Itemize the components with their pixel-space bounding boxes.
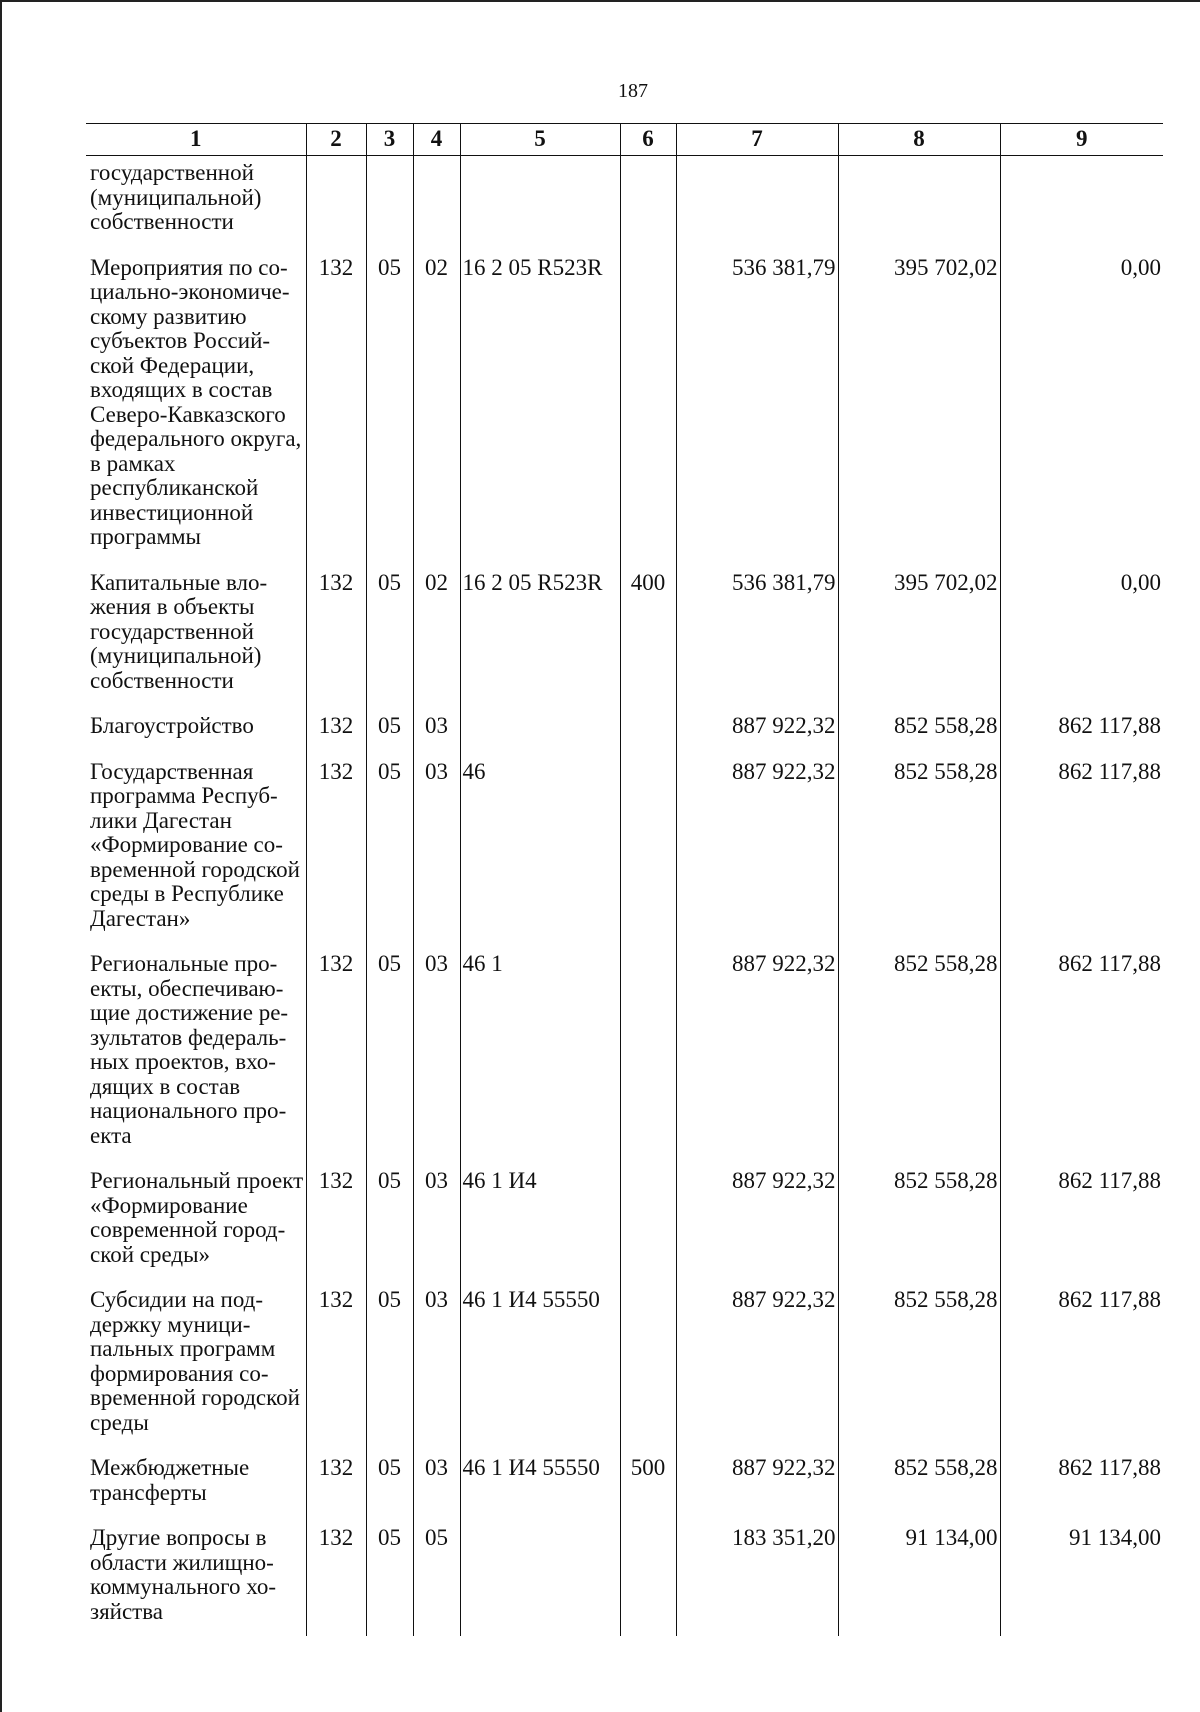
cell-amount-1: 536 381,79 — [676, 565, 838, 709]
cell-section: 05 — [366, 754, 413, 947]
table-row — [86, 1520, 1163, 1636]
cell-expense-type — [620, 250, 676, 565]
cell-ministry: 132 — [306, 1520, 366, 1636]
row-name: Благоустройство — [90, 713, 254, 738]
cell-ministry: 132 — [306, 708, 366, 754]
cell-target-article — [460, 1520, 620, 1636]
cell-amount-3: 862 117,88 — [1000, 1282, 1163, 1450]
budget-table — [86, 123, 1163, 1636]
cell-expense-type: 400 — [620, 565, 676, 709]
cell-section: 05 — [366, 1282, 413, 1450]
cell-subsection: 03 — [413, 1282, 460, 1450]
cell-target-article: 16 2 05 R523R — [460, 250, 620, 565]
cell-section: 05 — [366, 708, 413, 754]
cell-amount-1: 887 922,32 — [676, 1450, 838, 1520]
cell-amount-1 — [676, 156, 838, 250]
column-header: 5 — [460, 124, 620, 156]
cell-ministry: 132 — [306, 1450, 366, 1520]
column-header: 7 — [676, 124, 838, 156]
column-header: 1 — [86, 124, 306, 156]
column-header: 8 — [838, 124, 1000, 156]
cell-amount-1: 887 922,32 — [676, 946, 838, 1163]
cell-amount-2: 852 558,28 — [838, 754, 1000, 947]
cell-subsection: 03 — [413, 754, 460, 947]
row-name: Региональный проект «Формирование современной городской среды» — [90, 1168, 304, 1267]
cell-amount-1: 887 922,32 — [676, 708, 838, 754]
cell-ministry: 132 — [306, 565, 366, 709]
scan-edge-left — [0, 0, 2, 1712]
cell-amount-2: 852 558,28 — [838, 1450, 1000, 1520]
table-row — [86, 1282, 1163, 1450]
cell-expense-type — [620, 1282, 676, 1450]
table-row — [86, 708, 1163, 754]
cell-ministry — [306, 156, 366, 250]
cell-section: 05 — [366, 1163, 413, 1282]
cell-target-article: 46 1 И4 — [460, 1163, 620, 1282]
row-name: Другие вопросы в области жилищно-коммунального хозяйства — [90, 1525, 277, 1624]
cell-amount-2: 852 558,28 — [838, 1163, 1000, 1282]
row-name: Капитальные вложения в объекты государственной (муниципальной) собственности — [90, 569, 268, 693]
cell-section: 05 — [366, 946, 413, 1163]
cell-amount-1: 887 922,32 — [676, 1282, 838, 1450]
row-name: государственной (муниципальной) собственности — [90, 160, 262, 234]
column-header: 6 — [620, 124, 676, 156]
cell-subsection: 02 — [413, 250, 460, 565]
cell-amount-3: 862 117,88 — [1000, 1163, 1163, 1282]
cell-target-article — [460, 708, 620, 754]
cell-amount-2: 395 702,02 — [838, 250, 1000, 565]
cell-target-article: 46 — [460, 754, 620, 947]
column-header: 3 — [366, 124, 413, 156]
cell-amount-3 — [1000, 156, 1163, 250]
cell-subsection — [413, 156, 460, 250]
column-header: 2 — [306, 124, 366, 156]
cell-target-article: 46 1 — [460, 946, 620, 1163]
cell-amount-3: 862 117,88 — [1000, 946, 1163, 1163]
cell-expense-type — [620, 1520, 676, 1636]
cell-amount-3: 0,00 — [1000, 565, 1163, 709]
table-row — [86, 1450, 1163, 1520]
cell-amount-1: 536 381,79 — [676, 250, 838, 565]
cell-amount-3: 0,00 — [1000, 250, 1163, 565]
cell-amount-1: 887 922,32 — [676, 1163, 838, 1282]
cell-amount-3: 862 117,88 — [1000, 754, 1163, 947]
column-header: 4 — [413, 124, 460, 156]
cell-amount-2 — [838, 156, 1000, 250]
cell-ministry: 132 — [306, 1163, 366, 1282]
page-number: 187 — [618, 80, 648, 102]
cell-expense-type — [620, 946, 676, 1163]
table-row — [86, 1163, 1163, 1282]
cell-subsection: 03 — [413, 1163, 460, 1282]
cell-expense-type — [620, 1163, 676, 1282]
row-name: Мероприятия по социально-экономическому развитию субъектов Российской Федерации, входящих в состав Северо-Кавказского федерального округа, в рамках республиканской инвестиционной программы — [90, 254, 302, 549]
cell-subsection: 02 — [413, 565, 460, 709]
cell-section: 05 — [366, 250, 413, 565]
cell-expense-type — [620, 754, 676, 947]
cell-amount-2: 395 702,02 — [838, 565, 1000, 709]
cell-expense-type — [620, 156, 676, 250]
row-name: Региональные проекты, обеспечивающие достижение результатов федеральных проектов, входящих в состав национального проекта — [90, 951, 289, 1148]
table-row — [86, 250, 1163, 565]
cell-subsection: 03 — [413, 708, 460, 754]
cell-section: 05 — [366, 1450, 413, 1520]
cell-amount-1: 887 922,32 — [676, 754, 838, 947]
cell-subsection: 03 — [413, 946, 460, 1163]
scan-edge-top — [0, 0, 1200, 2]
cell-amount-3: 862 117,88 — [1000, 708, 1163, 754]
column-header: 9 — [1000, 124, 1163, 156]
cell-ministry: 132 — [306, 250, 366, 565]
cell-section: 05 — [366, 1520, 413, 1636]
cell-ministry: 132 — [306, 946, 366, 1163]
cell-target-article: 46 1 И4 55550 — [460, 1450, 620, 1520]
cell-amount-2: 91 134,00 — [838, 1520, 1000, 1636]
table-row — [86, 156, 1163, 250]
table-row — [86, 946, 1163, 1163]
cell-section — [366, 156, 413, 250]
cell-ministry: 132 — [306, 754, 366, 947]
cell-expense-type: 500 — [620, 1450, 676, 1520]
cell-ministry: 132 — [306, 1282, 366, 1450]
row-name: Субсидии на поддержку муниципальных программ формирования современной городской среды — [90, 1287, 300, 1435]
cell-target-article — [460, 156, 620, 250]
row-name: Межбюджетные трансферты — [90, 1455, 250, 1505]
cell-amount-2: 852 558,28 — [838, 1282, 1000, 1450]
table-row — [86, 754, 1163, 947]
cell-amount-2: 852 558,28 — [838, 946, 1000, 1163]
cell-subsection: 03 — [413, 1450, 460, 1520]
table-row — [86, 565, 1163, 709]
cell-amount-3: 862 117,88 — [1000, 1450, 1163, 1520]
cell-amount-1: 183 351,20 — [676, 1520, 838, 1636]
cell-target-article: 46 1 И4 55550 — [460, 1282, 620, 1450]
cell-amount-2: 852 558,28 — [838, 708, 1000, 754]
cell-subsection: 05 — [413, 1520, 460, 1636]
cell-section: 05 — [366, 565, 413, 709]
header-row — [86, 124, 1163, 156]
cell-expense-type — [620, 708, 676, 754]
cell-target-article: 16 2 05 R523R — [460, 565, 620, 709]
cell-amount-3: 91 134,00 — [1000, 1520, 1163, 1636]
row-name: Государственная программа Республики Дагестан «Формирование современной городской среды в Республике Дагестан» — [90, 758, 300, 931]
